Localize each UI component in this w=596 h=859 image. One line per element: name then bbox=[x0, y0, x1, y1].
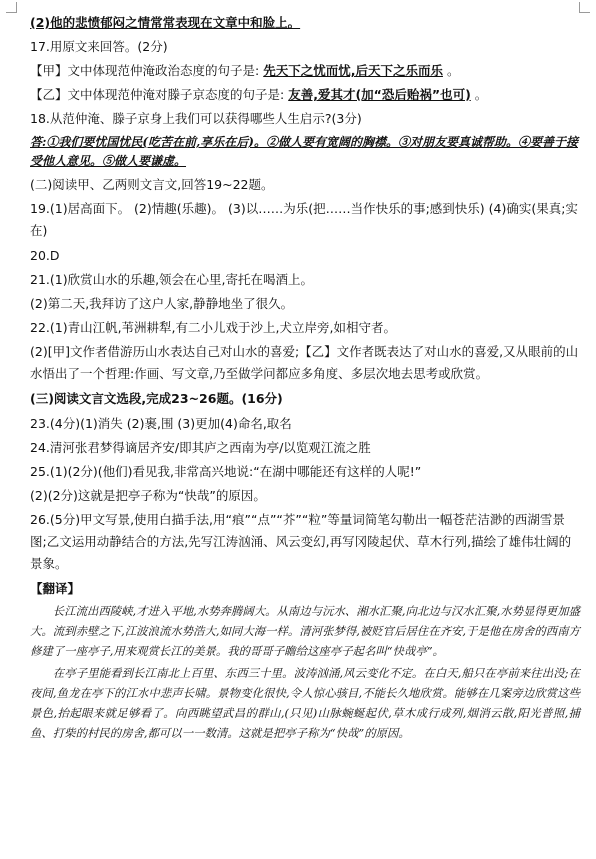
answer-21-1: 21.(1)欣赏山水的乐趣,领会在心里,寄托在喝酒上。 bbox=[30, 272, 314, 287]
margin-corner-top-right bbox=[579, 2, 590, 13]
section-3-heading: (三)阅读文言文选段,完成23~26题。(16分) bbox=[30, 391, 283, 406]
answer-25-1: 25.(1)(2分)(他们)看见我,非常高兴地说:“在湖中哪能还有这样的人呢!” bbox=[30, 464, 422, 479]
answer-17-jia bbox=[30, 60, 580, 81]
answer-22-2: (2)[甲]文作者借游历山水表达自己对山水的喜爱;【乙】文作者既表达了对山水的喜爱,又从眼前的山水悟出了一个哲理:作画、写文章,乃至做学问都应多角度、多层次地去思考或欣赏。 bbox=[30, 344, 579, 381]
translation-paragraph-1: 长江流出西陵峡,才进入平地,水势奔腾阔大。从南边与沅水、湘水汇聚,向北边与汉水汇聚,水势显得更加盛大。流到赤壁之下,江波浪流水势浩大,如同大海一样。清河张梦得,被贬官后居住在齐安,于是他在房舍的西南方修建了一座亭子,用来观赏长江的美景。我的哥哥子瞻给这座亭子起名叫“快哉亭”。 bbox=[30, 604, 580, 658]
question-17: 17.用原文来回答。(2分) bbox=[30, 39, 168, 54]
answer-23: 23.(4分)(1)消失 (2)裹,围 (3)更加(4)命名,取名 bbox=[30, 416, 292, 431]
answer-line-16-2: (2)他的悲愤郁闷之情常常表现在文章中和脸上。 bbox=[30, 15, 301, 30]
answer-17-yi bbox=[30, 84, 580, 105]
answer-17-jia-label: 【甲】文中体现范仲淹政治态度的句子是: bbox=[30, 63, 260, 78]
answer-20: 20.D bbox=[30, 248, 60, 263]
answer-25-2: (2)(2分)这就是把亭子称为“快哉”的原因。 bbox=[30, 488, 266, 503]
answer-17-yi-text: 友善,爱其才(加“恐后贻祸”也可) bbox=[288, 87, 471, 102]
translation-paragraph-2: 在亭子里能看到长江南北上百里、东西三十里。波涛汹涌,风云变化不定。在白天,船只在亭前来往出没;在夜间,鱼龙在亭下的江水中悲声长啸。景物变化很快,令人惊心骇目,不能长久地欣赏。能够在几案旁边欣赏这些景色,抬起眼来就足够看了。向西眺望武昌的群山,(只见)山脉蜿蜒起伏,草木成行成列,烟消云散,阳光普照,捕鱼、打柴的村民的房舍,都可以一一数清。这就是把亭子称为“快哉”的原因。 bbox=[30, 666, 580, 740]
answer-17-jia-end: 。 bbox=[446, 63, 460, 78]
answer-18: 答:①我们要忧国忧民(吃苦在前,享乐在后)。②做人要有宽阔的胸襟。③对朋友要真诚帮助。④要善于接受他人意见。⑤做人要谦虚。 bbox=[30, 135, 578, 168]
answer-24: 24.清河张君梦得谪居齐安/即其庐之西南为亭/以览观江流之胜 bbox=[30, 440, 371, 455]
answer-17-jia-text: 先天下之忧而忧,后天下之乐而乐 bbox=[263, 63, 443, 78]
answer-22-1: 22.(1)青山江帆,苇洲耕犁,有二小儿戏于沙上,犬立岸旁,如相守者。 bbox=[30, 320, 396, 335]
answer-19: 19.(1)居高面下。 (2)情趣(乐趣)。 (3)以……为乐(把……当作快乐的事;感到快乐) (4)确实(果真;实在) bbox=[30, 201, 578, 238]
answer-26: 26.(5分)甲文写景,使用白描手法,用“痕”“点”“芥”“粒”等量词简笔勾勒出一幅苍茫洁渺的西湖雪景图;乙文运用动静结合的方法,先写江涛汹涌、风云变幻,再写冈陵起伏、草木行列,描绘了雄伟壮阔的景象。 bbox=[30, 512, 572, 571]
answer-17-yi-label: 【乙】文中体现范仲淹对滕子京态度的句子是: bbox=[30, 87, 285, 102]
answer-17-yi-end: 。 bbox=[474, 87, 488, 102]
answer-21-2: (2)第二天,我拜访了这户人家,静静地坐了很久。 bbox=[30, 296, 294, 311]
margin-corner-top-left bbox=[6, 2, 17, 13]
question-18: 18.从范仲淹、滕子京身上我们可以获得哪些人生启示?(3分) bbox=[30, 111, 362, 126]
translation-heading: 【翻译】 bbox=[30, 581, 81, 596]
section-2-heading: (二)阅读甲、乙两则文言文,回答19~22题。 bbox=[30, 177, 274, 192]
answer-page bbox=[30, 12, 580, 743]
